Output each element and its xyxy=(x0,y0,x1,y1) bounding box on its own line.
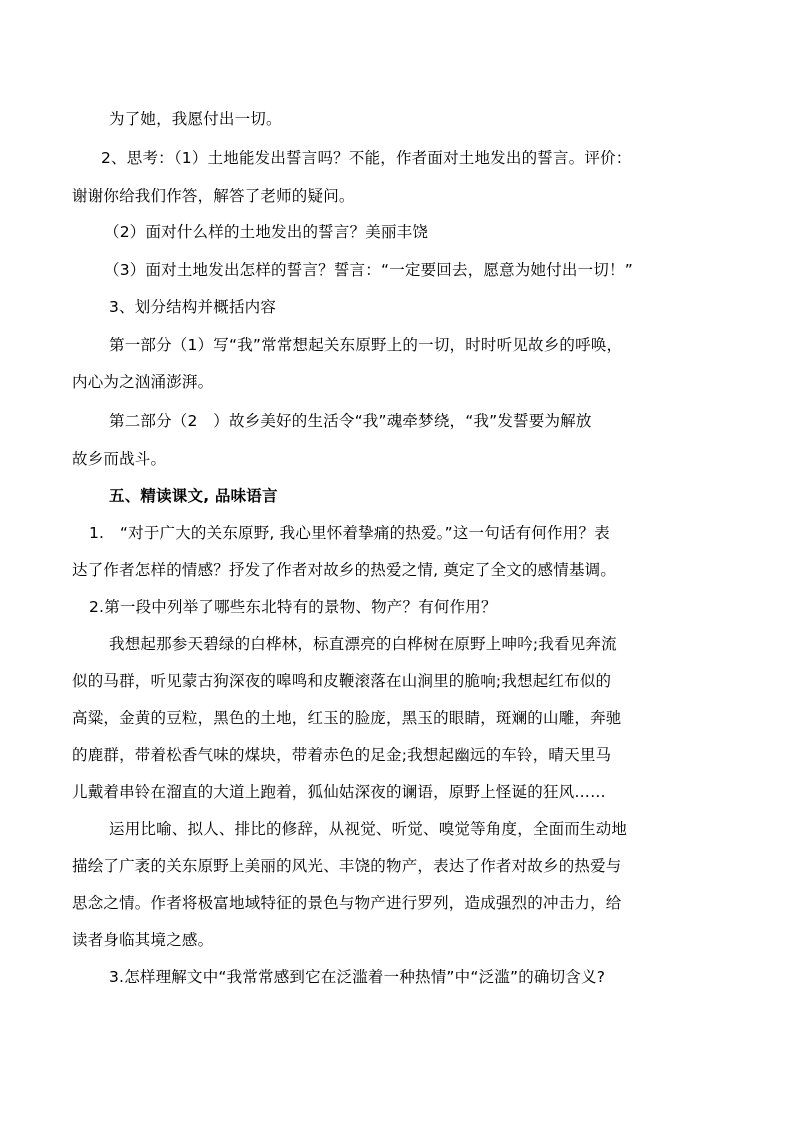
section-heading: 五、精读课文, 品味语言 xyxy=(109,487,278,505)
text-line: 谢谢你给我们作答，解答了老师的疑问。 xyxy=(72,187,355,205)
text-line: 第二部分（2 ）故乡美好的生活令“我”魂牵梦绕，“我”发誓要为解放 xyxy=(109,412,592,430)
text-line: 故乡而战斗。 xyxy=(72,450,167,468)
text-line: 第一部分（1）写“我”常常想起关东原野上的一切，时时听见故乡的呼唤， xyxy=(109,336,623,354)
text-line: 内心为之汹涌澎湃。 xyxy=(72,373,214,391)
text-line: 儿戴着串铃在溜直的大道上跑着，狐仙姑深夜的谰语，原野上怪诞的狂风…… xyxy=(72,783,606,801)
text-line: 的鹿群，带着松香气味的煤块，带着赤色的足金;我想起幽远的车铃，晴天里马 xyxy=(72,746,612,764)
text-line: 3.怎样理解文中“我常常感到它在泛滥着一种热情”中“泛滥”的确切含义? xyxy=(109,968,606,986)
text-line: （2）面对什么样的土地发出的誓言？美丽丰饶 xyxy=(104,223,429,241)
text-line: 3、划分结构并概括内容 xyxy=(109,298,277,316)
text-line: 2.第一段中列举了哪些东北特有的景物、物产？有何作用？ xyxy=(89,598,497,616)
text-line: 高粱，金黄的豆粒，黑色的土地，红玉的脸庞，黑玉的眼睛，斑斓的山雕，奔驰 xyxy=(72,709,622,727)
text-line: 似的马群，听见蒙古狗深夜的嗥鸣和皮鞭滚落在山涧里的脆响;我想起红布似的 xyxy=(72,672,612,690)
text-line: 我想起那参天碧绿的白桦林，标直漂亮的白桦树在原野上呻吟;我看见奔流 xyxy=(109,635,617,653)
text-line: 达了作者怎样的情感？抒发了作者对故乡的热爱之情, 奠定了全文的感情基调。 xyxy=(72,561,617,579)
text-line: 2、思考：（1）土地能发出誓言吗？不能，作者面对土地发出的誓言。评价： xyxy=(101,149,632,167)
text-line: 思念之情。作者将极富地域特征的景色与物产进行罗列，造成强烈的冲击力，给 xyxy=(72,894,622,912)
text-line: 运用比喻、拟人、排比的修辞，从视觉、听觉、嗅觉等角度，全面而生动地 xyxy=(109,820,628,838)
text-line: 为了她，我愿付出一切。 xyxy=(109,110,282,128)
text-line: 1. “对于广大的关东原野, 我心里怀着挚痛的热爱。”这一句话有何作用？表 xyxy=(89,524,610,542)
text-line: 描绘了广袤的关东原野上美丽的风光、丰饶的物产，表达了作者对故乡的热爱与 xyxy=(72,857,622,875)
text-line: （3）面对土地发出怎样的誓言？誓言：“一定要回去，愿意为她付出一切！” xyxy=(104,261,633,279)
text-line: 读者身临其境之感。 xyxy=(72,931,214,949)
